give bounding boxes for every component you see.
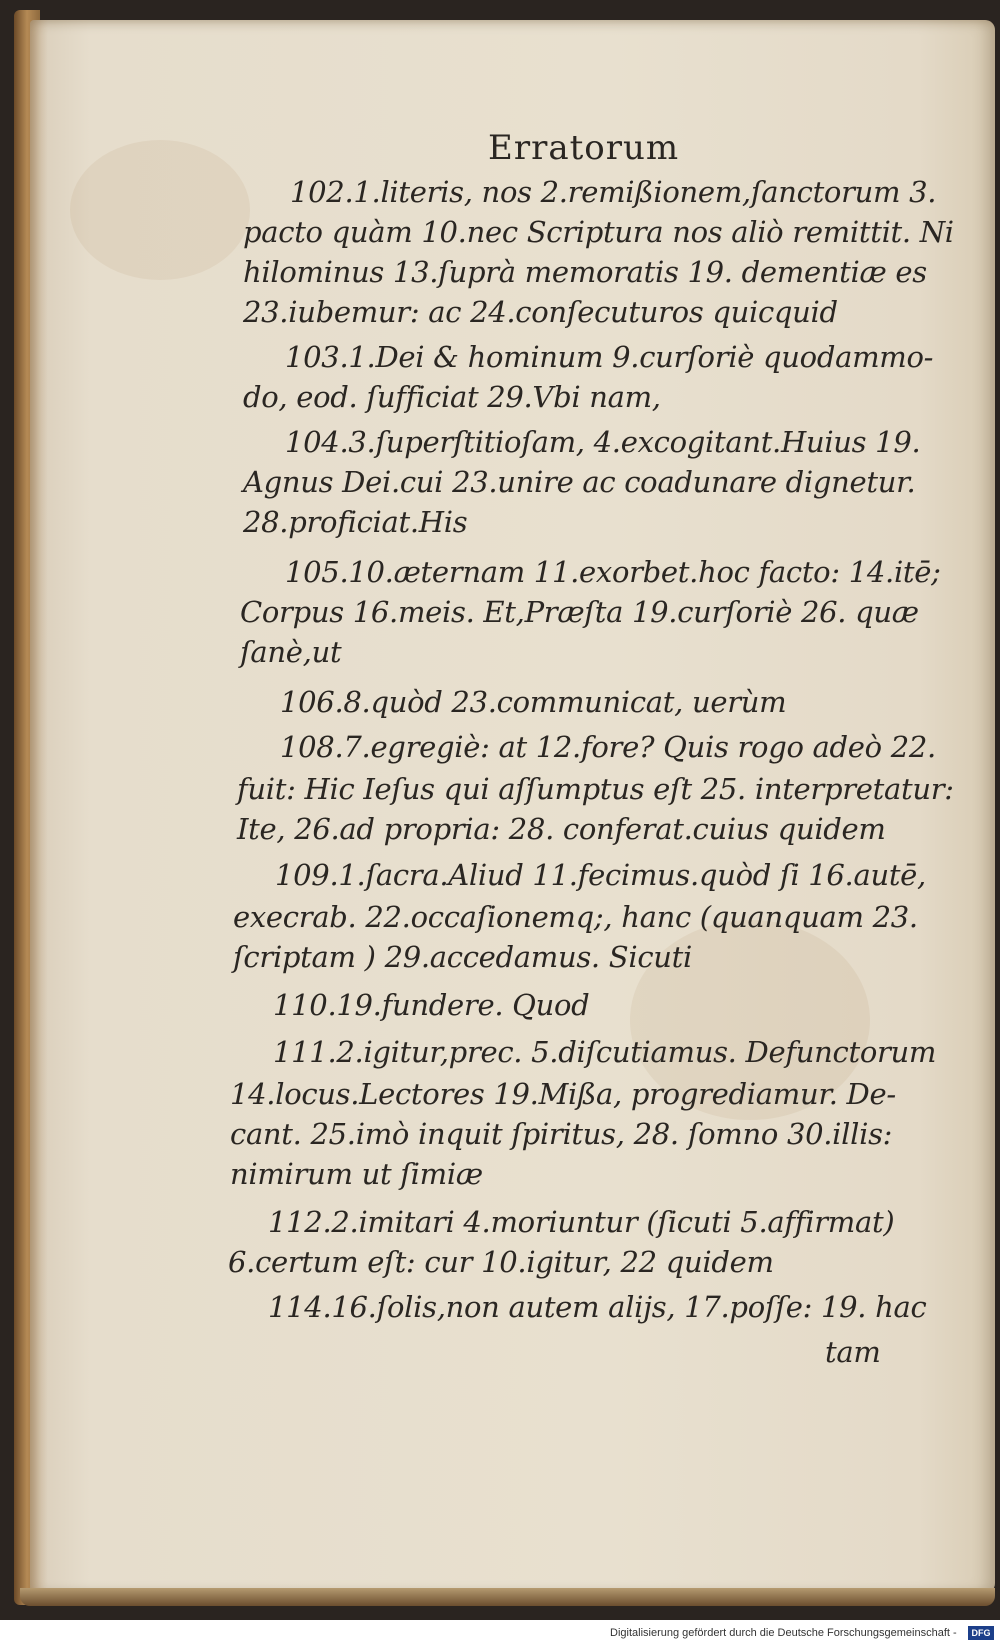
errata-line: 28.proficiat.His [243,505,468,539]
errata-line: Ite, 26.ad propria: 28. conferat.cuius quidem [237,812,886,846]
errata-line: 109.1.ſacra.Aliud 11.fecimus.quòd ſi 16.autē, [275,858,926,892]
errata-line: 102.1.literis, nos 2.remißionem,ſanctorum 3. [290,175,937,209]
errata-line: 103.1.Dei & hominum 9.curſoriè quodammo- [285,340,934,374]
errata-line: 110.19.fundere. Quod [273,988,590,1022]
errata-line: 111.2.igitur,prec. 5.diſcutiamus. Defunctorum [273,1035,937,1069]
errata-line: ſcriptam ) 29.accedamus. Sicuti [233,940,692,974]
catchword: tam [825,1335,881,1369]
errata-line: 108.7.egregiè: at 12.fore? Quis rogo adeò 22. [280,730,936,764]
errata-line: ſanè,ut [240,635,342,669]
errata-line: 105.10.æternam 11.exorbet.hoc facto: 14.itē; [285,555,941,589]
errata-line: 114.16.ſolis,non autem alijs, 17.poſſe: 19. hac [268,1290,927,1324]
errata-line: 104.3.ſuperſtitioſam, 4.excogitant.Huius 19. [285,425,921,459]
errata-line: Corpus 16.meis. Et,Præſta 19.curſoriè 26. quæ [240,595,919,629]
errata-line: execrab. 22.occaſionemq;, hanc (quanquam 23. [233,900,918,934]
errata-line: nimirum ut ſimiæ [230,1157,483,1191]
dfg-logo: DFG [968,1626,994,1640]
errata-line: do, eod. ſufficiat 29.Vbi nam, [243,380,661,414]
errata-line: fuit: Hic Ieſus qui aſſumptus eſt 25. interpretatur: [237,772,954,806]
errata-line: 6.certum eſt: cur 10.igitur, 22 quidem [228,1245,774,1279]
errata-line: pacto quàm 10.nec Scriptura nos aliò remittit. Ni [243,215,954,249]
errata-line: cant. 25.imò inquit ſpiritus, 28. ſomno 30.illis: [230,1117,893,1151]
errata-line: 106.8.quòd 23.communicat, uerùm [280,685,787,719]
errata-line: 112.2.imitari 4.moriuntur (ſicuti 5.affirmat) [268,1205,895,1239]
errata-line: 14.locus.Lectores 19.Mißa, progrediamur. De- [230,1077,896,1111]
errata-line: 23.iubemur: ac 24.conſecuturos quicquid [243,295,838,329]
digitization-credit: Digitalisierung gefördert durch die Deutsche Forschungsgemeinschaft - [610,1627,957,1639]
errata-line: hilominus 13.ſuprà memoratis 19. dementiæ es [243,255,927,289]
page-heading: Erratorum [488,128,680,168]
errata-line: Agnus Dei.cui 23.unire ac coadunare dignetur. [243,465,916,499]
